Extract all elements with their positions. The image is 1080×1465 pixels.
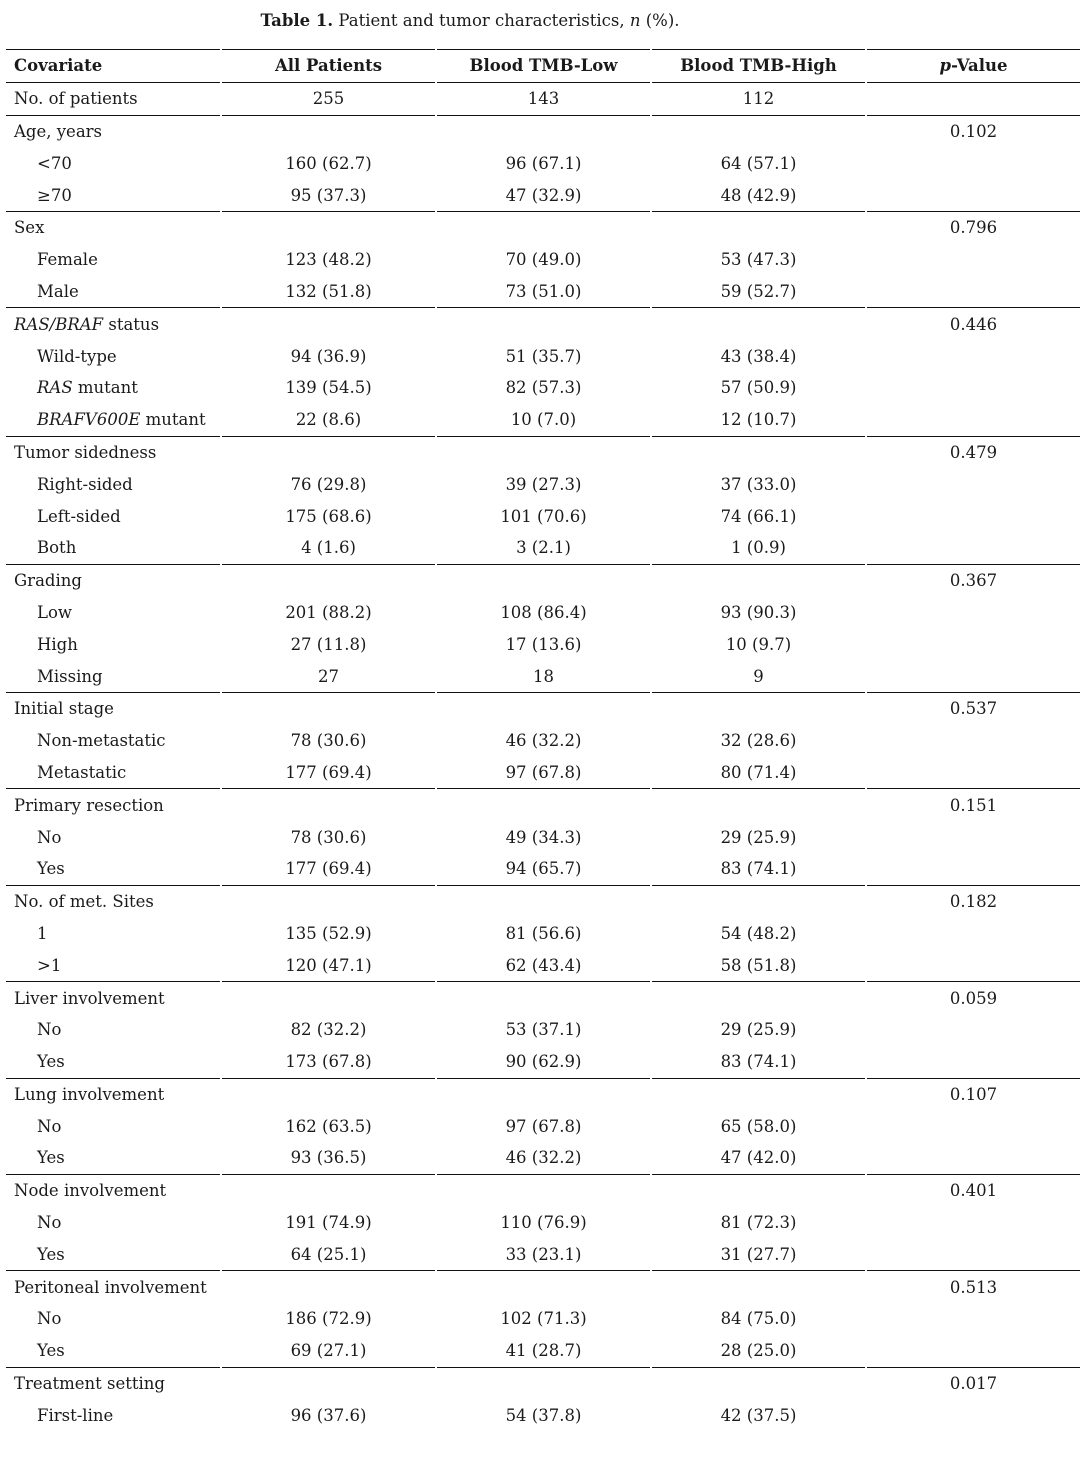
covariate-cell: Node involvement [6, 1174, 221, 1206]
p-value-cell [866, 1399, 1080, 1431]
p-value-cell [866, 853, 1080, 885]
p-value-cell [866, 1014, 1080, 1046]
tmb-high-cell: 10 (9.7) [651, 628, 866, 660]
covariate-cell: No [37, 827, 62, 847]
table-row [6, 147, 1080, 179]
table-row [6, 1303, 1080, 1335]
tmb-low-cell: 110 (76.9) [436, 1207, 651, 1239]
covariate-label-part: status [103, 314, 160, 334]
tmb-high-cell: 64 (57.1) [651, 147, 866, 179]
p-value-cell [866, 244, 1080, 276]
table-group-row [6, 692, 1080, 724]
covariate-cell: No [37, 1116, 62, 1136]
all-patients-cell: 135 (52.9) [221, 918, 436, 950]
table-row [6, 1335, 1080, 1367]
tmb-low-cell [436, 1367, 651, 1399]
table-group-row [6, 1271, 1080, 1303]
tmb-high-cell: 112 [651, 82, 866, 115]
all-patients-cell: 95 (37.3) [221, 179, 436, 211]
tmb-low-cell: 18 [436, 660, 651, 692]
tmb-low-cell [436, 115, 651, 147]
tmb-high-cell: 80 (71.4) [651, 757, 866, 789]
p-value-cell [866, 1110, 1080, 1142]
all-patients-cell: 123 (48.2) [221, 244, 436, 276]
tmb-high-cell [651, 1174, 866, 1206]
header-covariate: Covariate [6, 50, 221, 83]
all-patients-cell: 177 (69.4) [221, 853, 436, 885]
tmb-high-cell: 93 (90.3) [651, 597, 866, 629]
all-patients-cell: 93 (36.5) [221, 1142, 436, 1174]
p-value-cell [866, 1238, 1080, 1270]
covariate-cell: Female [37, 250, 98, 270]
covariate-cell: Low [37, 602, 73, 622]
all-patients-cell: 132 (51.8) [221, 276, 436, 308]
covariate-cell: No [37, 1020, 62, 1040]
p-value-cell: 0.513 [866, 1271, 1080, 1303]
all-patients-cell [221, 982, 436, 1014]
covariate-cell: Lung involvement [6, 1078, 221, 1110]
p-value-cell [866, 1303, 1080, 1335]
all-patients-cell: 96 (37.6) [221, 1399, 436, 1431]
tmb-low-cell: 51 (35.7) [436, 340, 651, 372]
all-patients-cell: 78 (30.6) [221, 821, 436, 853]
covariate-cell: Metastatic [37, 762, 127, 782]
p-value-cell: 0.059 [866, 982, 1080, 1014]
p-value-cell [866, 1335, 1080, 1367]
tmb-low-cell: 90 (62.9) [436, 1046, 651, 1078]
p-value-cell: 0.102 [866, 115, 1080, 147]
p-value-cell [866, 532, 1080, 564]
all-patients-cell [221, 789, 436, 821]
tmb-high-cell [651, 564, 866, 596]
tmb-high-cell: 57 (50.9) [651, 372, 866, 404]
covariate-label-part: mutant [140, 410, 206, 430]
table-caption-label: Table 1. [260, 11, 334, 30]
p-value-cell [866, 918, 1080, 950]
covariate-cell: High [37, 634, 78, 654]
table-row [6, 821, 1080, 853]
all-patients-cell [221, 211, 436, 243]
tmb-low-cell: 101 (70.6) [436, 500, 651, 532]
covariate-cell: Yes [37, 1244, 65, 1264]
tmb-high-cell: 54 (48.2) [651, 918, 866, 950]
covariate-label-part: BRAFV600E [37, 410, 141, 430]
covariate-cell: Yes [37, 1148, 65, 1168]
covariate-cell [6, 308, 221, 340]
tmb-high-cell: 48 (42.9) [651, 179, 866, 211]
all-patients-cell: 27 [221, 660, 436, 692]
tmb-high-cell: 42 (37.5) [651, 1399, 866, 1431]
p-value-cell: 0.107 [866, 1078, 1080, 1110]
all-patients-cell: 201 (88.2) [221, 597, 436, 629]
table-row [6, 404, 1080, 436]
tmb-high-cell: 81 (72.3) [651, 1207, 866, 1239]
all-patients-cell [221, 308, 436, 340]
table-row [6, 628, 1080, 660]
p-value-cell [866, 597, 1080, 629]
covariate-cell: No. of patients [14, 89, 138, 109]
table-row [6, 725, 1080, 757]
p-value-cell [866, 660, 1080, 692]
tmb-low-cell [436, 564, 651, 596]
table-row [6, 1399, 1080, 1431]
tmb-high-cell [651, 1271, 866, 1303]
tmb-low-cell: 39 (27.3) [436, 468, 651, 500]
tmb-high-cell: 83 (74.1) [651, 853, 866, 885]
table-row [6, 1014, 1080, 1046]
covariate-cell: Peritoneal involvement [6, 1271, 221, 1303]
covariate-cell: Both [37, 538, 77, 558]
covariate-label-part: RAS/BRAF [14, 314, 104, 334]
tmb-low-cell: 47 (32.9) [436, 179, 651, 211]
tmb-high-cell [651, 1078, 866, 1110]
tmb-low-cell: 97 (67.8) [436, 757, 651, 789]
p-value-cell [866, 340, 1080, 372]
all-patients-cell: 76 (29.8) [221, 468, 436, 500]
header-p-italic: p [939, 56, 952, 76]
covariate-cell: 1 [37, 923, 48, 943]
tmb-high-cell: 32 (28.6) [651, 725, 866, 757]
table-group-row [6, 211, 1080, 243]
all-patients-cell: 69 (27.1) [221, 1335, 436, 1367]
covariate-cell: Yes [37, 1341, 65, 1361]
tmb-low-cell: 81 (56.6) [436, 918, 651, 950]
covariate-label-part: mutant [72, 378, 138, 398]
table-row [6, 340, 1080, 372]
all-patients-cell: 22 (8.6) [221, 404, 436, 436]
covariate-cell: Right-sided [37, 474, 133, 494]
table-row [6, 532, 1080, 564]
table-row [6, 660, 1080, 692]
tmb-low-cell: 17 (13.6) [436, 628, 651, 660]
tmb-high-cell [651, 436, 866, 468]
table-group-row [6, 115, 1080, 147]
p-value-cell [866, 757, 1080, 789]
tmb-low-cell [436, 692, 651, 724]
table-row [6, 500, 1080, 532]
tmb-high-cell: 9 [651, 660, 866, 692]
tmb-high-cell: 31 (27.7) [651, 1238, 866, 1270]
header-blood-tmb-high: Blood TMB-High [651, 50, 866, 83]
tmb-low-cell [436, 885, 651, 917]
p-value-cell: 0.401 [866, 1174, 1080, 1206]
tmb-low-cell: 46 (32.2) [436, 725, 651, 757]
covariate-cell: Missing [37, 666, 103, 686]
covariate-cell: First-line [37, 1405, 114, 1425]
covariate-cell: Male [37, 281, 79, 301]
table-row [6, 853, 1080, 885]
table-group-row [6, 564, 1080, 596]
all-patients-cell: 160 (62.7) [221, 147, 436, 179]
tmb-low-cell [436, 982, 651, 1014]
all-patients-cell: 27 (11.8) [221, 628, 436, 660]
covariate-cell: No [37, 1309, 62, 1329]
p-value-cell: 0.017 [866, 1367, 1080, 1399]
covariate-cell: Non-metastatic [37, 731, 166, 751]
all-patients-cell [221, 436, 436, 468]
covariate-cell [6, 372, 221, 404]
p-value-cell [866, 1207, 1080, 1239]
all-patients-cell: 191 (74.9) [221, 1207, 436, 1239]
tmb-high-cell: 43 (38.4) [651, 340, 866, 372]
all-patients-cell: 255 [221, 82, 436, 115]
covariate-label-part: RAS [37, 378, 73, 398]
table-group-row [6, 1367, 1080, 1399]
tmb-low-cell: 54 (37.8) [436, 1399, 651, 1431]
table-row [6, 1238, 1080, 1270]
table-group-row [6, 436, 1080, 468]
table-row [6, 372, 1080, 404]
p-value-cell: 0.182 [866, 885, 1080, 917]
all-patients-cell [221, 1078, 436, 1110]
tmb-high-cell: 59 (52.7) [651, 276, 866, 308]
table-row [6, 597, 1080, 629]
table-group-row [6, 1078, 1080, 1110]
tmb-low-cell [436, 1078, 651, 1110]
table-caption-n: n [629, 11, 641, 30]
tmb-low-cell: 70 (49.0) [436, 244, 651, 276]
tmb-low-cell [436, 789, 651, 821]
table-row [6, 757, 1080, 789]
covariate-cell: Wild-type [37, 346, 117, 366]
tmb-high-cell [651, 692, 866, 724]
tmb-high-cell: 74 (66.1) [651, 500, 866, 532]
table-row [6, 918, 1080, 950]
table-caption-suffix: (%). [640, 11, 680, 30]
p-value-cell [866, 821, 1080, 853]
tmb-high-cell: 65 (58.0) [651, 1110, 866, 1142]
covariate-cell: ≥70 [37, 185, 72, 205]
table-row [6, 244, 1080, 276]
p-value-cell: 0.537 [866, 692, 1080, 724]
p-value-cell: 0.367 [866, 564, 1080, 596]
table-row [6, 82, 1080, 115]
all-patients-cell: 120 (47.1) [221, 949, 436, 981]
tmb-high-cell: 28 (25.0) [651, 1335, 866, 1367]
table-group-row [6, 789, 1080, 821]
p-value-cell: 0.151 [866, 789, 1080, 821]
table-row [6, 1046, 1080, 1078]
tmb-low-cell [436, 308, 651, 340]
header-p-value [866, 50, 1080, 83]
covariate-cell: Sex [6, 211, 221, 243]
p-value-cell [866, 1142, 1080, 1174]
all-patients-cell [221, 1367, 436, 1399]
tmb-high-cell [651, 885, 866, 917]
tmb-low-cell [436, 436, 651, 468]
tmb-low-cell: 46 (32.2) [436, 1142, 651, 1174]
tmb-high-cell: 12 (10.7) [651, 404, 866, 436]
tmb-high-cell [651, 115, 866, 147]
all-patients-cell: 175 (68.6) [221, 500, 436, 532]
tmb-low-cell: 143 [436, 82, 651, 115]
tmb-low-cell: 102 (71.3) [436, 1303, 651, 1335]
tmb-high-cell: 47 (42.0) [651, 1142, 866, 1174]
covariate-cell: Yes [37, 1052, 65, 1072]
tmb-low-cell: 33 (23.1) [436, 1238, 651, 1270]
tmb-low-cell: 97 (67.8) [436, 1110, 651, 1142]
tmb-low-cell [436, 211, 651, 243]
all-patients-cell: 139 (54.5) [221, 372, 436, 404]
covariate-cell: No [37, 1213, 62, 1233]
tmb-low-cell [436, 1271, 651, 1303]
table-row [6, 276, 1080, 308]
table-group-row [6, 982, 1080, 1014]
covariate-cell: Tumor sidedness [6, 436, 221, 468]
tmb-high-cell [651, 211, 866, 243]
p-value-cell [866, 949, 1080, 981]
p-value-cell [866, 468, 1080, 500]
all-patients-cell: 64 (25.1) [221, 1238, 436, 1270]
table-group-row [6, 1174, 1080, 1206]
tmb-low-cell: 53 (37.1) [436, 1014, 651, 1046]
covariate-cell [6, 404, 221, 436]
p-value-cell [866, 628, 1080, 660]
p-value-cell: 0.479 [866, 436, 1080, 468]
covariate-cell: Age, years [6, 115, 221, 147]
covariate-cell: No. of met. Sites [6, 885, 221, 917]
table-row [6, 179, 1080, 211]
covariate-cell: Liver involvement [6, 982, 221, 1014]
p-value-cell [866, 82, 1080, 115]
table-row [6, 1142, 1080, 1174]
table-row [6, 1207, 1080, 1239]
tmb-high-cell [651, 1367, 866, 1399]
p-value-cell [866, 276, 1080, 308]
all-patients-cell [221, 115, 436, 147]
tmb-high-cell: 53 (47.3) [651, 244, 866, 276]
table-header-row [6, 50, 1080, 83]
table-caption [0, 9, 940, 33]
tmb-high-cell [651, 308, 866, 340]
all-patients-cell: 173 (67.8) [221, 1046, 436, 1078]
p-value-cell [866, 404, 1080, 436]
p-value-cell: 0.446 [866, 308, 1080, 340]
covariate-cell: Yes [37, 859, 65, 879]
tmb-low-cell: 94 (65.7) [436, 853, 651, 885]
all-patients-cell [221, 564, 436, 596]
all-patients-cell: 4 (1.6) [221, 532, 436, 564]
covariate-cell: <70 [37, 153, 72, 173]
tmb-high-cell: 29 (25.9) [651, 1014, 866, 1046]
table-group-row [6, 308, 1080, 340]
all-patients-cell: 177 (69.4) [221, 757, 436, 789]
tmb-low-cell: 82 (57.3) [436, 372, 651, 404]
tmb-high-cell [651, 789, 866, 821]
all-patients-cell: 162 (63.5) [221, 1110, 436, 1142]
tmb-low-cell: 62 (43.4) [436, 949, 651, 981]
p-value-cell [866, 147, 1080, 179]
all-patients-cell [221, 692, 436, 724]
p-value-cell [866, 500, 1080, 532]
table-row [6, 1110, 1080, 1142]
tmb-low-cell: 41 (28.7) [436, 1335, 651, 1367]
all-patients-cell: 82 (32.2) [221, 1014, 436, 1046]
tmb-high-cell: 83 (74.1) [651, 1046, 866, 1078]
covariate-cell: Primary resection [6, 789, 221, 821]
tmb-high-cell: 58 (51.8) [651, 949, 866, 981]
tmb-high-cell: 84 (75.0) [651, 1303, 866, 1335]
all-patients-cell: 78 (30.6) [221, 725, 436, 757]
tmb-high-cell: 1 (0.9) [651, 532, 866, 564]
header-blood-tmb-low: Blood TMB-Low [436, 50, 651, 83]
table-row [6, 949, 1080, 981]
all-patients-cell [221, 1271, 436, 1303]
tmb-low-cell [436, 1174, 651, 1206]
p-value-cell [866, 372, 1080, 404]
p-value-cell [866, 1046, 1080, 1078]
covariate-cell: Treatment setting [6, 1367, 221, 1399]
table-body [6, 82, 1080, 1431]
p-value-cell [866, 179, 1080, 211]
all-patients-cell: 186 (72.9) [221, 1303, 436, 1335]
covariate-cell: Initial stage [6, 692, 221, 724]
tmb-low-cell: 10 (7.0) [436, 404, 651, 436]
tmb-low-cell: 73 (51.0) [436, 276, 651, 308]
tmb-low-cell: 96 (67.1) [436, 147, 651, 179]
header-p-rest: -Value [951, 56, 1008, 76]
table-group-row [6, 885, 1080, 917]
p-value-cell [866, 725, 1080, 757]
tmb-high-cell [651, 982, 866, 1014]
covariate-cell: Grading [6, 564, 221, 596]
tmb-low-cell: 108 (86.4) [436, 597, 651, 629]
patient-characteristics-table [6, 49, 1080, 1431]
tmb-high-cell: 37 (33.0) [651, 468, 866, 500]
all-patients-cell [221, 1174, 436, 1206]
covariate-cell: Left-sided [37, 506, 121, 526]
p-value-cell: 0.796 [866, 211, 1080, 243]
all-patients-cell [221, 885, 436, 917]
tmb-low-cell: 49 (34.3) [436, 821, 651, 853]
header-all-patients: All Patients [221, 50, 436, 83]
all-patients-cell: 94 (36.9) [221, 340, 436, 372]
covariate-cell: >1 [37, 955, 62, 975]
tmb-low-cell: 3 (2.1) [436, 532, 651, 564]
tmb-high-cell: 29 (25.9) [651, 821, 866, 853]
table-row [6, 468, 1080, 500]
table-caption-text: Patient and tumor characteristics, [333, 11, 630, 30]
